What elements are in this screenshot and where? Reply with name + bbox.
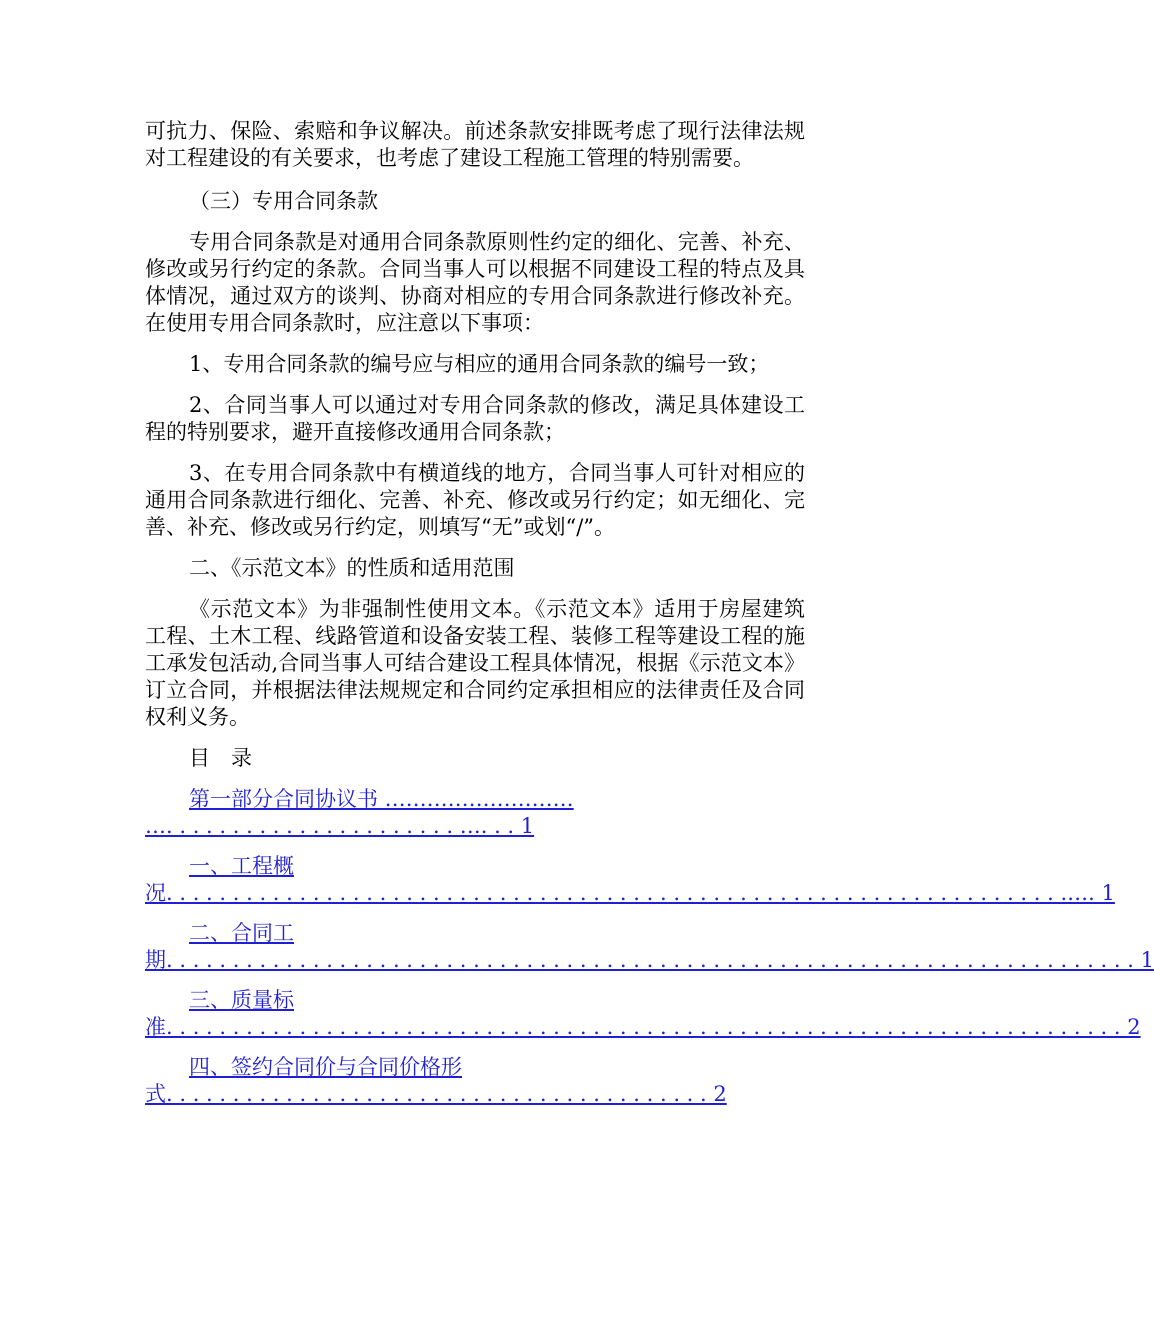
toc-link-project-overview-title[interactable]: 一、工程概 [189, 854, 294, 878]
toc-link-contract-price-page[interactable]: 式. . . . . . . . . . . . . . . . . . . . . . . . . . . . . . . . . . . . . . . . . 2 [145, 1082, 727, 1106]
table-of-contents [145, 786, 1154, 1108]
toc-link-quality-standard-title[interactable]: 三、质量标 [189, 988, 294, 1012]
paragraph-continuation: 可抗力、保险、索赔和争议解决。前述条款安排既考虑了现行法律法规对工程建设的有关要求，也考虑了建设工程施工管理的特别需要。 [145, 119, 805, 170]
toc-link-quality-standard-page[interactable]: 准. . . . . . . . . . . . . . . . . . . . . . . . . . . . . . . . . . . . . . . . . . . . . . . . . . . . . . . . . . . . . . . . . . . . . . . . 2 [145, 1015, 1141, 1039]
toc-entry-contract-price[interactable] [145, 1054, 805, 1108]
section-heading-nature-scope: 二、《示范文本》的性质和适用范围 [189, 556, 515, 580]
toc-entry-quality-standard[interactable] [145, 987, 1141, 1041]
toc-link-part1-title[interactable]: 第一部分合同协议书 ……………………… [189, 787, 574, 811]
toc-entry-part1[interactable] [145, 786, 805, 840]
toc-heading: 目 录 [189, 746, 252, 770]
toc-link-contract-period-page[interactable]: 期. . . . . . . . . . . . . . . . . . . . . . . . . . . . . . . . . . . . . . . . . . . . . . . . . . . . . . . . . . . . . . . . . . . . . . . . . 1 [145, 948, 1154, 972]
list-item-1: 1、专用合同条款的编号应与相应的通用合同条款的编号一致； [189, 352, 770, 376]
list-item-2: 2、合同当事人可以通过对专用合同条款的修改，满足具体建设工程的特别要求，避开直接修改通用合同条款； [145, 393, 805, 444]
toc-link-project-overview-page[interactable]: 况. . . . . . . . . . . . . . . . . . . . . . . . . . . . . . . . . . . . . . . . . . . . . . . . . . . . . . . . . . . . . . . . . . . .…. 1 [145, 881, 1115, 905]
toc-entry-contract-period[interactable] [145, 920, 1154, 974]
paragraph-nature-scope: 《示范文本》为非强制性使用文本。《示范文本》适用于房屋建筑工程、土木工程、线路管道和设备安装工程、装修工程等建设工程的施工承发包活动,合同当事人可结合建设工程具体情况，根据《示范文本》订立合同，并根据法律法规规定和合同约定承担相应的法律责任及合同权利义务。 [145, 597, 805, 729]
list-item-3: 3、在专用合同条款中有横道线的地方，合同当事人可针对相应的通用合同条款进行细化、完善、补充、修改或另行约定；如无细化、完善、补充、修改或另行约定，则填写“无”或划“/”。 [145, 461, 805, 539]
toc-link-part1-page[interactable]: …. . . . . . . . . . . . . . . . . . . . . . …. . . 1 [145, 814, 535, 838]
toc-link-contract-period-title[interactable]: 二、合同工 [189, 921, 294, 945]
toc-link-contract-price-title[interactable]: 四、签约合同价与合同价格形 [189, 1055, 462, 1079]
paragraph-special-clauses: 专用合同条款是对通用合同条款原则性约定的细化、完善、补充、修改或另行约定的条款。合同当事人可以根据不同建设工程的特点及具体情况，通过双方的谈判、协商对相应的专用合同条款进行修改补充。在使用专用合同条款时，应注意以下事项： [145, 230, 805, 335]
section-heading-special-clauses: （三）专用合同条款 [189, 189, 378, 213]
toc-entry-project-overview[interactable] [145, 853, 1115, 907]
document-page [145, 118, 1154, 1121]
